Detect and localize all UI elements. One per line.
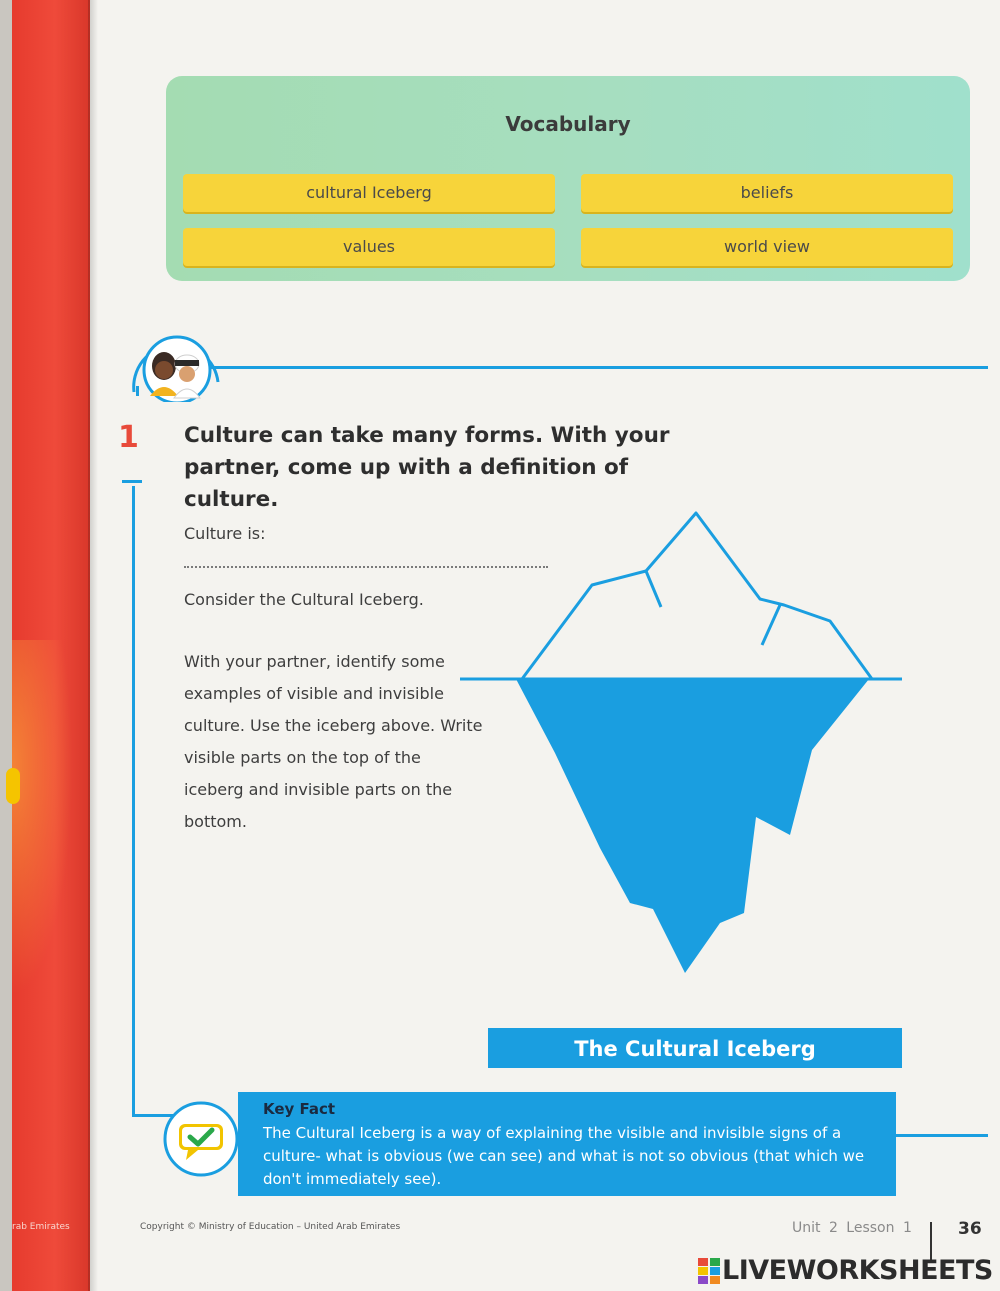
vocabulary-title: Vocabulary <box>505 112 631 136</box>
instructions-text: With your partner, identify some examples of visible and invisible culture. Use the iceberg above. Write visible parts on the top of the iceberg and invisible parts on the bottom. <box>184 652 483 831</box>
key-fact-line-right <box>896 1134 988 1137</box>
vocab-word-beliefs: beliefs <box>581 174 953 212</box>
checkmark-speech-icon <box>162 1100 240 1178</box>
vocab-word-world-view: world view <box>581 228 953 266</box>
section-vertical-tick <box>122 480 142 483</box>
culture-is-label: Culture is: <box>184 524 266 543</box>
spine-yellow-dot <box>6 768 20 804</box>
unit-lesson-label: Unit 2 Lesson 1 <box>792 1220 912 1236</box>
vocab-word-values: values <box>183 228 555 266</box>
page-number: 36 <box>958 1219 982 1239</box>
vocabulary-box <box>166 76 970 281</box>
liveworksheets-brand: LIVEWORKSHEETS <box>722 1255 993 1286</box>
spine-glow <box>12 640 90 1060</box>
students-badge-icon <box>130 322 222 402</box>
iceberg-caption-bar <box>488 1028 902 1068</box>
section-vertical-line <box>132 486 135 1116</box>
iceberg-caption: The Cultural Iceberg <box>574 1037 816 1061</box>
key-fact-title: Key Fact <box>263 1100 336 1118</box>
iceberg-illustration <box>460 505 905 975</box>
liveworksheets-watermark <box>698 1256 998 1286</box>
page-edge-shadow <box>88 0 98 1291</box>
key-fact-box <box>238 1092 896 1196</box>
vocab-word-cultural-iceberg: cultural Iceberg <box>183 174 555 212</box>
section-divider-line <box>196 366 988 369</box>
copyright-text: Copyright © Ministry of Education – United Arab Emirates <box>140 1222 401 1232</box>
key-fact-text: The Cultural Iceberg is a way of explaining the visible and invisible signs of a culture- what is obvious (we can see) and what is not so obvious (that which we don't immediately see). <box>263 1124 865 1188</box>
section-number: 1 <box>118 420 139 455</box>
spine-footer-text: rab Emirates <box>12 1222 70 1232</box>
liveworksheets-logo-icon <box>698 1258 720 1284</box>
consider-text: Consider the Cultural Iceberg. <box>184 590 424 609</box>
question-heading: Culture can take many forms. With your partner, come up with a definition of culture. <box>184 423 670 512</box>
